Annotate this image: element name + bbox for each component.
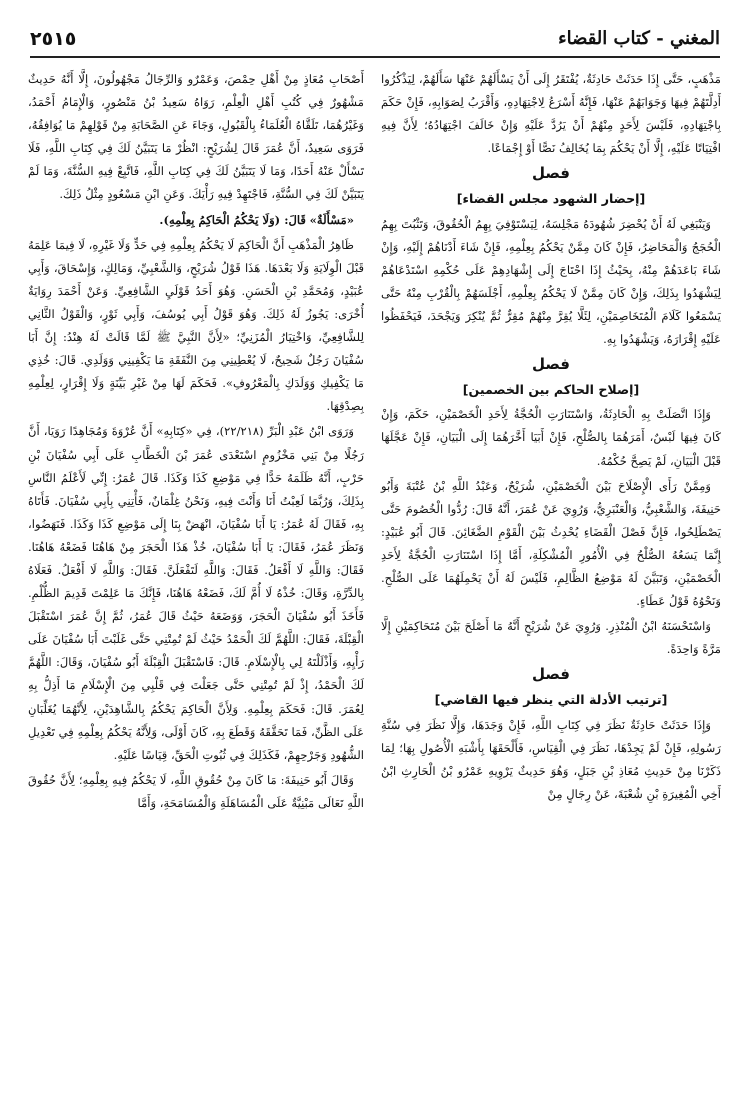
section-subheading: [ترتيب الأدلة التي ينظر فيها القاضي] — [434, 692, 668, 708]
paragraph: وَيَنْبَغِي لَهُ أَنْ يُحْضِرَ شُهُودَهُ مَجْلِسَهُ، لِيَسْتَوْفِيَ بِهِمُ الْحُقُوقَ، وَتَثْبُتَ بِهِمُ الْحُجَجُ وَالْمَحَاضِرُ، فَإِنْ كَانَ مِمَّنْ يَحْكُمُ بِعِلْمِهِ، فَإِنْ شَاءَ أَدْنَاهُمْ إِلَيْهِ، وَإِنْ شَاءَ بَاعَدَهُمْ مِنْهُ، بِحَيْثُ إِذَا احْتَاجَ إِلَى إِشْهَادِهِمْ عَلَى حُكْمِهِ اسْتَدْعَاهُمْ لِيَشْهَدُوا بِذَلِكَ، وَإِنْ كَانَ مِمَّنْ لَا يَحْكُمُ بِعِلْمِهِ، أَجْلَسَهُمْ بِالْقُرْبِ مِنْهُ حَتَّى يَسْمَعُوا كَلَامَ الْمُتَخَاصِمَيْنِ، لِئَلَّا يُقِرَّ مِنْهُمْ مُقِرٌّ ثُمَّ يُنْكِرَ وَيَجْحَدَ، فَيَحْفَظُوا عَلَيْهِ إِقْرَارَهُ، وَيَشْهَدُوا بِهِ. — [381, 216, 721, 347]
paragraph: ظَاهِرُ الْمَذْهَبِ أَنَّ الْحَاكِمَ لَا يَحْكُمُ بِعِلْمِهِ فِي حَدٍّ وَلَا غَيْرِهِ، لَا فِيمَا عَلِمَهُ قَبْلَ الْوِلَايَةِ وَلَا بَعْدَهَا. هَذَا قَوْلُ شُرَيْحٍ، وَالشَّعْبِيِّ، وَمَالِكٍ، وَإِسْحَاقَ، وَأَبِي عُبَيْدٍ، وَمُحَمَّدِ بْنِ الْحَسَنِ. وَهُوَ أَحَدُ قَوْلَيِ الشَّافِعِيِّ. وَعَنْ أَحْمَدَ رِوَايَةٌ أُخْرَى: يَجُوزُ لَهُ ذَلِكَ. وَهُوَ قَوْلُ أَبِي يُوسُفَ، وَأَبِي ثَوْرٍ، وَالْقَوْلُ الثَّانِي لِلشَّافِعِيِّ، وَاخْتِيَارُ الْمُزَنِيِّ؛ «لِأَنَّ النَّبِيَّ ﷺ لَمَّا قَالَتْ لَهُ هِنْدُ: إِنَّ أَبَا سُفْيَانَ رَجُلٌ شَحِيحٌ، لَا يُعْطِينِي مِنَ النَّفَقَةِ مَا يَكْفِينِي وَوَلَدِي. قَالَ: خُذِي مَا يَكْفِيكِ وَوَلَدَكِ بِالْمَعْرُوفِ». فَحَكَمَ لَهَا مِنْ غَيْرِ بَيِّنَةٍ وَلَا إِقْرَارٍ، لِعِلْمِهِ بِصِدْقِهَا. — [28, 237, 364, 414]
section-heading: فصل — [532, 355, 570, 374]
right-column — [381, 68, 721, 808]
paragraph: وَقَالَ أَبُو حَنِيفَةَ: مَا كَانَ مِنْ حُقُوقِ اللَّهِ، لَا يَحْكُمُ فِيهِ بِعِلْمِهِ؛ لِأَنَّ حُقُوقَ اللَّهِ تَعَالَى مَبْنِيَّةٌ عَلَى الْمُسَاهَلَةِ وَالْمُسَامَحَةِ، وَأَمَّا — [28, 772, 364, 810]
paragraph: مَذْهَبٍ، حَتَّى إِذَا حَدَثَتْ حَادِثَةٌ، يُفْتَقَرُ إِلَى أَنْ يَسْأَلَهُمْ عَنْهَا سَأَلَهُمْ، لِيَذْكُرُوا أَدِلَّتَهُمْ فِيهَا وَجَوَابَهُمْ عَنْهَا، فَإِنَّهُ أَسْرَعُ لِاجْتِهَادِهِ، وَأَقْرَبُ لِصَوَابِهِ، فَإِنْ حَكَمَ بِاجْتِهَادِهِ، فَلَيْسَ لِأَحَدٍ مِنْهُمْ أَنْ يَرُدَّ عَلَيْهِ وَإِنْ خَالَفَ اجْتِهَادُهُ؛ لِأَنَّ فِيهِ افْتِيَاتًا عَلَيْهِ، إِلَّا أَنْ يَحْكُمَ بِمَا يُخَالِفُ نَصًّا أَوْ إِجْمَاعًا. — [381, 72, 721, 156]
section-subheading: [إحضار الشهود مجلس القضاء] — [456, 191, 646, 207]
section-subheading: [إصلاح الحاكم بين الخصمين] — [462, 382, 640, 398]
masala-text: قَالَ: (وَلَا يَحْكُمُ الْحَاكِمُ بِعِلْمِهِ). — [159, 212, 306, 227]
page-header — [30, 26, 720, 58]
paragraph: أَصْحَابِ مُعَاذٍ مِنْ أَهْلِ حِمْصَ، وَعَمْرٌو وَالرِّجَالُ مَجْهُولُونَ، إِلَّا أَنَّهُ حَدِيثٌ مَشْهُورٌ فِي كُتُبِ أَهْلِ الْعِلْمِ، رَوَاهُ سَعِيدُ بْنُ مَنْصُورٍ، وَالْإِمَامُ أَحْمَدُ، وَغَيْرُهُمَا، تَلَقَّاهُ الْعُلَمَاءُ بِالْقَبُولِ، وَجَاءَ عَنِ الصَّحَابَةِ مِنْ قَوْلِهِمْ مَا يُوَافِقُهُ، فَرَوَى سَعِيدٌ، أَنَّ عُمَرَ قَالَ لِشُرَيْحٍ: انْظُرْ مَا يَتَبَيَّنُ لَكَ فِي كِتَابِ اللَّهِ، فَلَا تَسْأَلْ عَنْهُ أَحَدًا، وَمَا لَا يَتَبَيَّنُ لَكَ فِي كِتَابِ اللَّهِ، فَاتَّبِعْ فِيهِ السُّنَّةَ، وَمَا لَمْ يَتَبَيَّنْ لَكَ فِي السُّنَّةِ، فَاجْتَهِدْ فِيهِ رَأْيَكَ. وَعَنِ ابْنِ مَسْعُودٍ مِثْلُ ذَلِكَ. — [28, 72, 364, 202]
paragraph: وَإِذَا حَدَثَتْ حَادِثَةٌ نَظَرَ فِي كِتَابِ اللَّهِ، فَإِنْ وَجَدَهَا، وَإِلَّا نَظَرَ فِي سُنَّةِ رَسُولِهِ، فَإِنْ لَمْ يَجِدْهَا، نَظَرَ فِي الْقِيَاسِ، فَأَلْحَقَهَا بِأَشْبَهِ الْأُصُولِ بِهَا؛ لِمَا ذَكَرْنَا مِنْ حَدِيثِ مُعَاذِ بْنِ جَبَلٍ، وَهُوَ حَدِيثٌ يَرْوِيهِ عَمْرُو بْنُ الْحَارِثِ ابْنُ أَخِي الْمُغِيرَةِ بْنِ شُعْبَةَ، عَنْ رِجَالٍ مِنْ — [381, 717, 721, 801]
masala-line — [28, 209, 364, 232]
masala-label: «مَسْأَلَةٌ» — [309, 212, 354, 227]
running-title: المغني - كتاب القضاء — [558, 28, 720, 49]
paragraph: وَمِمَّنْ رَأَى الْإِصْلَاحَ بَيْنَ الْخَصْمَيْنِ، شُرَيْحٌ، وَعَبْدُ اللَّهِ بْنُ عُتْبَةَ وَأَبُو حَنِيفَةَ، وَالشَّعْبِيُّ، وَالْعَنْبَرِيُّ، وَرُوِيَ عَنْ عُمَرَ، أَنَّهُ قَالَ: رُدُّوا الْخُصُومَ حَتَّى يَصْطَلِحُوا، فَإِنَّ فَصْلَ الْقَضَاءِ يُحْدِثُ بَيْنَ الْقَوْمِ الضَّغَائِنَ. قَالَ أَبُو عُبَيْدٍ: إِنَّمَا يَسَعُهُ الصُّلْحُ فِي الْأُمُورِ الْمُشْكِلَةِ، أَمَّا إِذَا اسْتَنَارَتِ الْحُجَّةُ لِأَحَدِ الْخَصْمَيْنِ، وَتَبَيَّنَ لَهُ مَوْضِعُ الظَّالِمِ، فَلَيْسَ لَهُ أَنْ يَحْمِلَهُمَا عَلَى الصُّلْحِ. وَنَحْوُهُ قَوْلُ عَطَاءٍ. — [381, 478, 721, 609]
paragraph: وَرَوَى ابْنُ عَبْدِ الْبَرِّ (٢٢/٢١٨)، فِي «كِتَابِهِ» أَنَّ عُرْوَةَ وَمُجَاهِدًا رَوَيَا، أَنَّ رَجُلًا مِنْ بَنِي مَخْزُومٍ اسْتَعْدَى عُمَرَ بْنَ الْخَطَّابِ عَلَى أَبِي سُفْيَانَ بْنِ حَرْبٍ، أَنَّهُ ظَلَمَهُ حَدًّا فِي مَوْضِعِ كَذَا وَكَذَا. قَالَ عُمَرُ: إِنِّي لَأَعْلَمُ النَّاسِ بِذَلِكَ، وَرُبَّمَا لَعِبْتُ أَنَا وَأَنْتَ فِيهِ، وَنَحْنُ غِلْمَانٌ، فَأْتِنِي بِأَبِي سُفْيَانَ. فَأَتَاهُ بِهِ، فَقَالَ لَهُ عُمَرُ: يَا أَبَا سُفْيَانَ، انْهَضْ بِنَا إِلَى مَوْضِعِ كَذَا وَكَذَا. فَنَهَضُوا، وَنَظَرَ عُمَرُ، فَقَالَ: يَا أَبَا سُفْيَانَ، خُذْ هَذَا الْحَجَرَ مِنْ هَاهُنَا فَضَعْهُ هَاهُنَا. فَقَالَ: وَاللَّهِ لَا أَفْعَلُ. فَقَالَ: وَاللَّهِ لَتَفْعَلَنَّ. فَقَالَ: وَاللَّهِ لَا أَفْعَلُ. فَعَلَاهُ بِالدِّرَّةِ، وَقَالَ: خُذْهُ لَا أُمَّ لَكَ، فَضَعْهُ هَاهُنَا، فَإِنَّكَ مَا عَلِمْتَ قَدِيمَ الظُّلْمِ. فَأَخَذَ أَبُو سُفْيَانَ الْحَجَرَ، وَوَضَعَهُ حَيْثُ قَالَ عُمَرُ، ثُمَّ إِنَّ عُمَرَ اسْتَقْبَلَ الْقِبْلَةَ، فَقَالَ: اللَّهُمَّ لَكَ الْحَمْدُ حَيْثُ لَمْ تُمِتْنِي حَتَّى غَلَبْتَ أَبَا سُفْيَانَ عَلَى رَأْيِهِ، وَأَذْلَلْتَهُ لِي بِالْإِسْلَامِ. قَالَ: فَاسْتَقْبَلَ الْقِبْلَةَ أَبُو سُفْيَانَ، وَقَالَ: اللَّهُمَّ لَكَ الْحَمْدُ، إِذْ لَمْ تُمِتْنِي حَتَّى جَعَلْتَ فِي قَلْبِي مِنَ الْإِسْلَامِ مَا أَذِلُّ بِهِ لِعُمَرَ. قَالَ: فَحَكَمَ بِعِلْمِهِ. وَلِأَنَّ الْحَاكِمَ يَحْكُمُ بِالشَّاهِدَيْنِ، لِأَنَّهُمَا يُغَلِّبَانِ عَلَى الظَّنِّ، فَمَا تَحَقَّقَهُ وَقَطَعَ بِهِ، كَانَ أَوْلَى، وَلِأَنَّهُ يَحْكُمُ بِعِلْمِهِ فِي تَعْدِيلِ الشُّهُودِ وَجَرْحِهِمْ، فَكَذَلِكَ فِي ثُبُوتِ الْحَقِّ، قِيَاسًا عَلَيْهِ. — [28, 424, 364, 762]
paragraph: وَاسْتَحْسَنَهُ ابْنُ الْمُنْذِرِ. وَرُوِيَ عَنْ شُرَيْحٍ أَنَّهُ مَا أَصْلَحَ بَيْنَ مُتَحَاكِمَيْنِ إِلَّا مَرَّةً وَاحِدَةً. — [381, 619, 721, 657]
section-heading: فصل — [532, 665, 570, 684]
left-column — [28, 68, 364, 817]
section-heading: فصل — [532, 164, 570, 183]
page-number: ٢٥١٥ — [30, 28, 77, 50]
paragraph: وَإِذَا اتَّصَلَتْ بِهِ الْحَادِثَةُ، وَاسْتَنَارَتِ الْحُجَّةُ لِأَحَدِ الْخَصْمَيْنِ، حَكَمَ، وَإِنْ كَانَ فِيهَا لَبْسٌ، أَمَرَهُمَا بِالصُّلْحِ، فَإِنْ أَبَيَا أَخَّرَهُمَا إِلَى الْبَيَانِ، فَإِنْ عَجَّلَهَا قَبْلَ الْبَيَانِ، لَمْ يَصِحَّ حُكْمُهُ. — [381, 407, 721, 468]
